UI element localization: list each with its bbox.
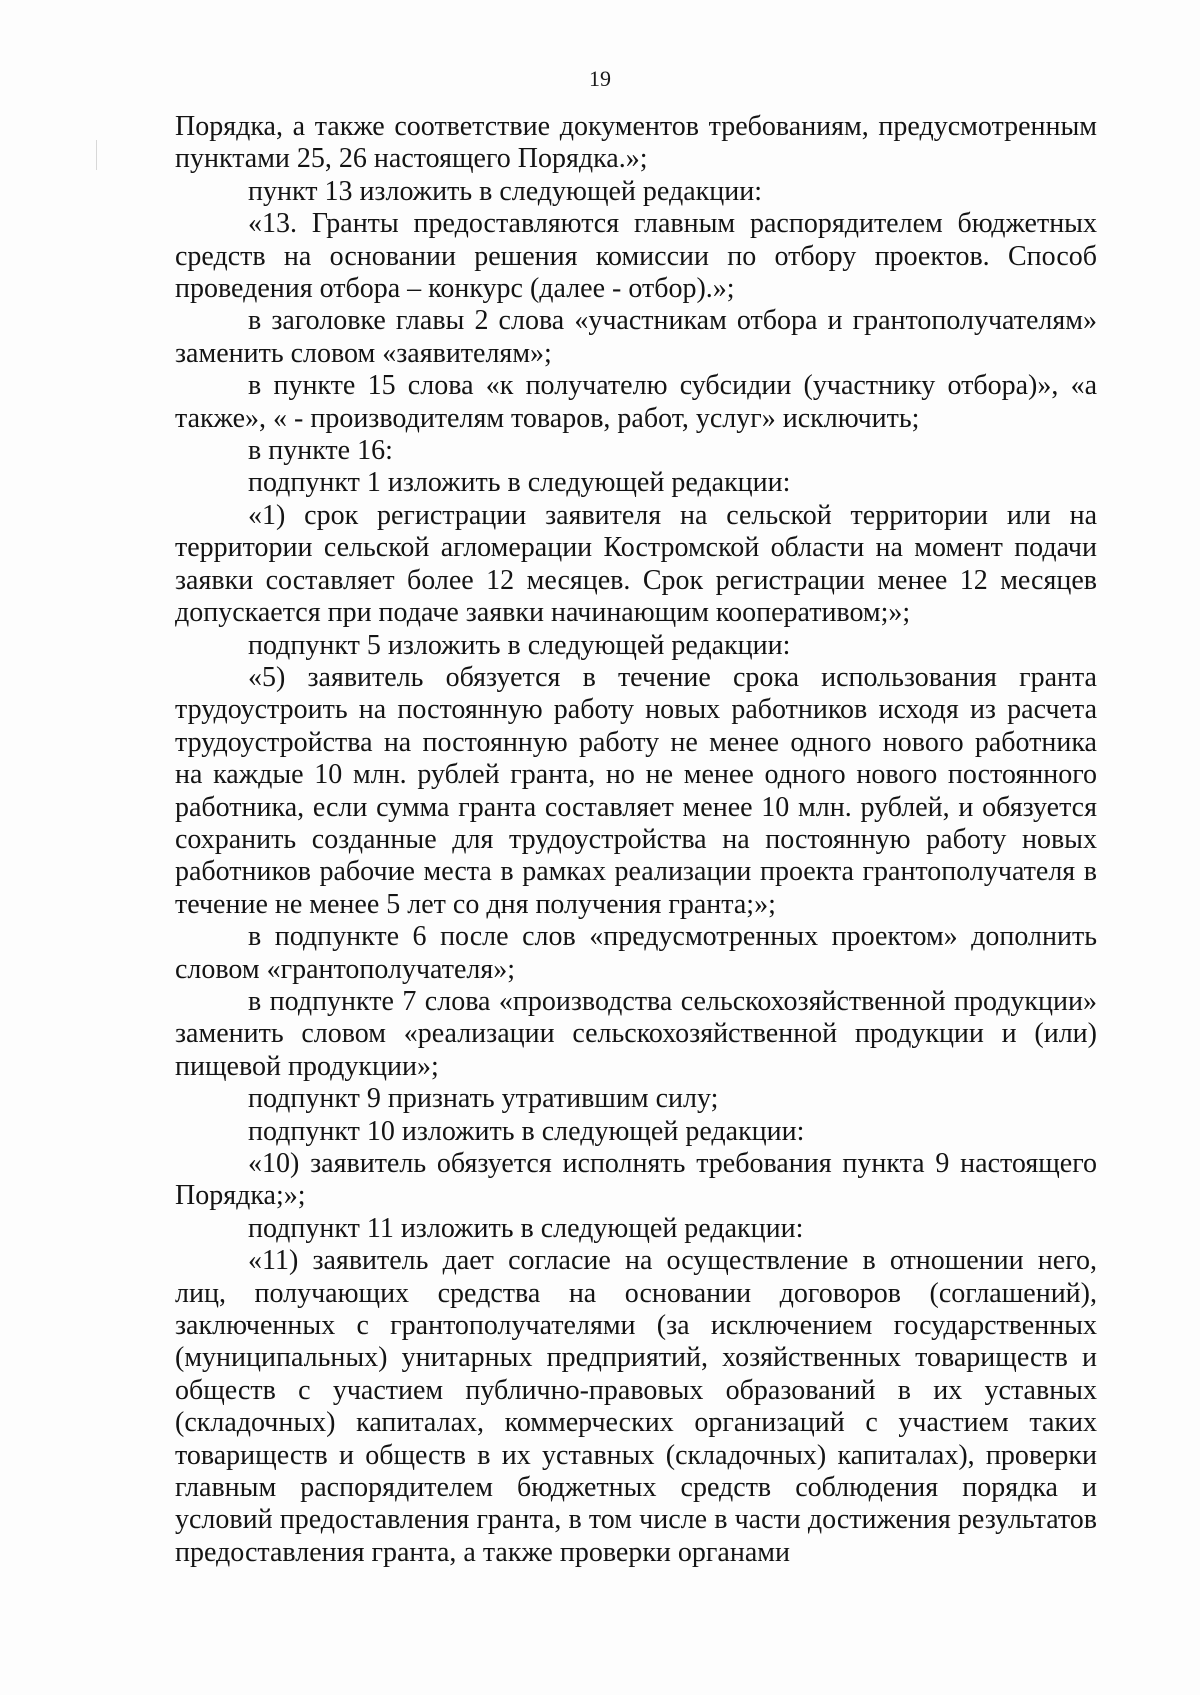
paragraph: в подпункте 7 слова «производства сельскохозяйственной продукции» заменить словом «реализации сельскохозяйственной продукции и (или) пищевой продукции»;: [175, 985, 1097, 1082]
paragraph: в пункте 15 слова «к получателю субсидии (участнику отбора)», «а также», « - производителям товаров, работ, услуг» исключить;: [175, 370, 1097, 434]
page-number: 19: [589, 66, 611, 91]
paragraph-continuation: Порядка, а также соответствие документов требованиям, предусмотренным пунктами 25, 26 настоящего Порядка.»;: [175, 111, 1097, 175]
paragraph: пункт 13 изложить в следующей редакции:: [248, 175, 762, 207]
paragraph: в заголовке главы 2 слова «участникам отбора и грантополучателям» заменить словом «заявителям»;: [175, 305, 1097, 369]
paragraph: «5) заявитель обязуется в течение срока использования гранта трудоустроить на постоянную работу новых работников исходя из расчета трудоустройства на постоянную работу не менее одного нового работника на каждые 10 млн. рублей гранта, но не менее одного нового постоянного работника, если сумма гранта составляет менее 10 млн. рублей, и обязуется сохранить созданные для трудоустройства на постоянную работу новых работников рабочие места в рамках реализации проекта грантополучателя в течение не менее 5 лет со дня получения гранта;»;: [175, 661, 1097, 920]
paragraph: подпункт 9 признать утратившим силу;: [248, 1083, 719, 1115]
paragraph: в пункте 16:: [248, 435, 393, 467]
paragraph: подпункт 11 изложить в следующей редакции:: [248, 1212, 804, 1244]
paragraph: подпункт 10 изложить в следующей редакции:: [248, 1115, 805, 1147]
paragraph: «13. Гранты предоставляются главным распорядителем бюджетных средств на основании решения комиссии по отбору проектов. Способ проведения отбора – конкурс (далее - отбор).»;: [175, 208, 1097, 305]
paragraph: в подпункте 6 после слов «предусмотренных проектом» дополнить словом «грантополучателя»;: [175, 921, 1097, 985]
paragraph: «11) заявитель дает согласие на осуществление в отношении него, лиц, получающих средства на основании договоров (соглашений), заключенных с грантополучателями (за исключением государственных (муниципальных) унитарных предприятий, хозяйственных товариществ и обществ с участием публично-правовых образований в их уставных (складочных) капиталах, коммерческих организаций с участием таких товариществ и обществ в их уставных (складочных) капиталах), проверки главным распорядителем бюджетных средств соблюдения порядка и условий предоставления гранта, в том числе в части достижения результатов предоставления гранта, а также проверки органами: [175, 1245, 1097, 1568]
document-text: [175, 111, 1097, 1569]
scan-margin-mark: [96, 140, 97, 170]
paragraph: «10) заявитель обязуется исполнять требования пункта 9 настоящего Порядка;»;: [175, 1148, 1097, 1212]
paragraph: подпункт 1 изложить в следующей редакции:: [248, 467, 791, 499]
paragraph: «1) срок регистрации заявителя на сельской территории или на территории сельской агломерации Костромской области на момент подачи заявки составляет более 12 месяцев. Срок регистрации менее 12 месяцев допускается при подаче заявки начинающим кооперативом;»;: [175, 499, 1097, 629]
paragraph: подпункт 5 изложить в следующей редакции:: [248, 629, 791, 661]
